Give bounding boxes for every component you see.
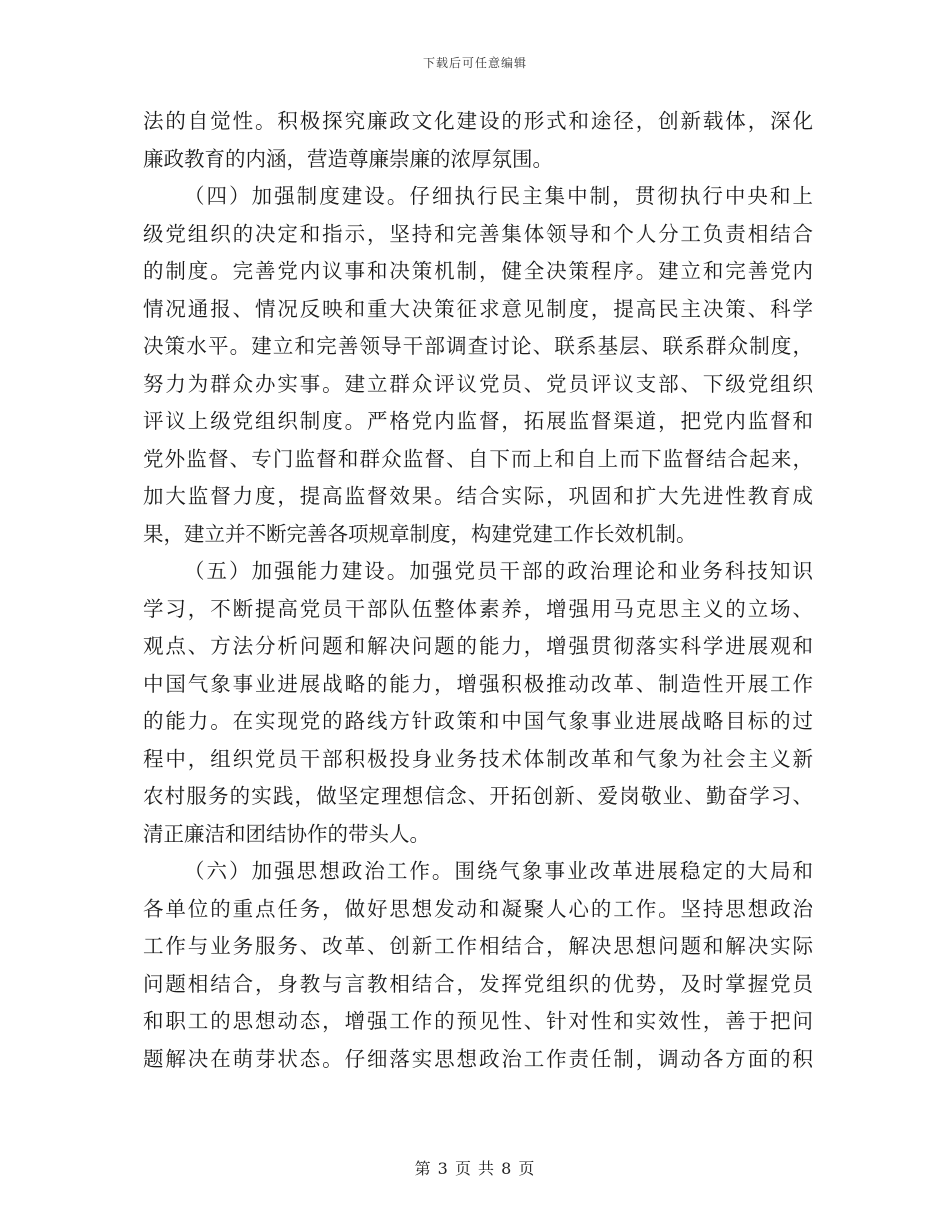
- paragraph: [143, 853, 813, 1078]
- text-line: （四）加强制度建设。仔细执行民主集中制，贯彻执行中央和上: [184, 184, 813, 208]
- text-line: 问题相结合，身教与言教相结合，发挥党组织的优势，及时掌握党员: [143, 971, 813, 996]
- text-line: 情况通报、情况反映和重大决策征求意见制度，提高民主决策、科学: [143, 296, 813, 321]
- text-line: 工作与业务服务、改革、创新工作相结合，解决思想问题和解决实际: [143, 934, 813, 958]
- text-line: 果，建立并不断完善各项规章制度，构建党建工作长效机制。: [143, 521, 697, 546]
- text-line: 学习，不断提高党员干部队伍整体素养，增强用马克思主义的立场、: [143, 596, 813, 621]
- text-line: 各单位的重点任务，做好思想发动和凝聚人心的工作。坚持思想政治: [143, 896, 813, 921]
- text-line: 党外监督、专门监督和群众监督、自下而上和自上而下监督结合起来，: [143, 446, 813, 471]
- paragraph: [143, 553, 813, 853]
- page-header: 下载后可任意编辑: [422, 56, 527, 70]
- text-line: 中国气象事业进展战略的能力，增强积极推动改革、制造性开展工作: [143, 671, 813, 696]
- text-line: 观点、方法分析问题和解决问题的能力，增强贯彻落实科学进展观和: [143, 634, 813, 658]
- text-line: 和职工的思想动态，增强工作的预见性、针对性和实效性，善于把问: [143, 1009, 813, 1033]
- page-footer: 第 3 页 共 8 页: [414, 1159, 536, 1178]
- paragraph: [143, 103, 813, 178]
- text-line: 法的自觉性。积极探究廉政文化建设的形式和途径，创新载体，深化: [143, 109, 813, 133]
- text-line: 题解决在萌芽状态。仔细落实思想政治工作责任制，调动各方面的积: [143, 1046, 813, 1071]
- text-line: 清正廉洁和团结协作的带头人。: [143, 821, 430, 846]
- text-line: 加大监督力度，提高监督效果。结合实际，巩固和扩大先进性教育成: [143, 484, 813, 508]
- text-line: 的能力。在实现党的路线方针政策和中国气象事业进展战略目标的过: [143, 709, 813, 733]
- text-line: 级党组织的决定和指示，坚持和完善集体领导和个人分工负责相结合: [143, 221, 813, 246]
- paragraph: [143, 178, 813, 553]
- text-line: 努力为群众办实事。建立群众评议党员、党员评议支部、下级党组织: [143, 371, 813, 396]
- text-line: 廉政教育的内涵，营造尊廉崇廉的浓厚氛围。: [143, 146, 553, 171]
- text-line: 程中，组织党员干部积极投身业务技术体制改革和气象为社会主义新: [143, 746, 813, 771]
- text-line: 决策水平。建立和完善领导干部调查讨论、联系基层、联系群众制度，: [143, 334, 813, 358]
- text-line: （六）加强思想政治工作。围绕气象事业改革进展稳定的大局和: [184, 859, 813, 883]
- text-line: 的制度。完善党内议事和决策机制，健全决策程序。建立和完善党内: [143, 259, 813, 283]
- text-line: 评议上级党组织制度。严格党内监督，拓展监督渠道，把党内监督和: [143, 409, 813, 433]
- text-line: 农村服务的实践，做坚定理想信念、开拓创新、爱岗敬业、勤奋学习、: [143, 784, 813, 808]
- document-body: [143, 103, 813, 1078]
- text-line: （五）加强能力建设。加强党员干部的政治理论和业务科技知识: [184, 559, 813, 583]
